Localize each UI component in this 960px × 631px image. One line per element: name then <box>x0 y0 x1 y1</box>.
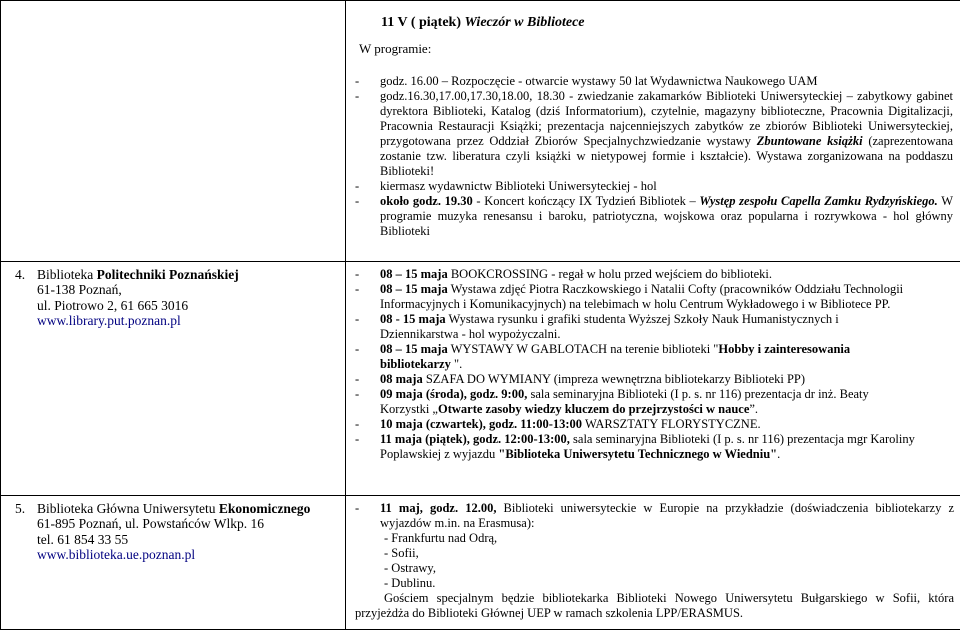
library-name <box>15 501 341 516</box>
table-row-evening <box>1 1 960 262</box>
library-phone: tel. 61 854 33 55 <box>37 531 129 547</box>
event-text: Biblioteki uniwersyteckie w Europie na przykładzie (doświadczenia bibliotekarzy z wyjazdów m.in. na Erasmusa): <box>380 501 954 530</box>
program-item: - kiermasz wydawnictw Biblioteki Uniwersyteckiej - hol <box>355 179 657 193</box>
city-item: - Sofii, <box>384 546 419 560</box>
library-name <box>15 267 341 282</box>
evening-title-name: Wieczór w Bibliotece <box>464 15 585 30</box>
city-item: - Ostrawy, <box>384 561 436 575</box>
event-date: 08 – 15 maja <box>380 342 448 356</box>
library-number: 5. <box>15 501 26 516</box>
city-item: - Dublinu. <box>384 576 436 590</box>
program-item: - około godz. 19.30 - Koncert kończący IX Tydzień Bibliotek – Występ zespołu Capella Zamku Rydzyńskiego. W programie muzyka renesansu i baroku, patriotyczna, wojskowa oraz popularna i rozrywkowa - hol główny Biblioteki <box>355 194 953 238</box>
event-date: 11 maj, godz. 12.00, <box>380 501 497 515</box>
event-date: 08 – 15 maja <box>380 282 448 296</box>
library-number: 4. <box>15 267 26 282</box>
city-item: - Frankfurtu nad Odrą, <box>384 531 498 545</box>
event-text: sala seminaryjna Biblioteki (I p. s. nr 116) prezentacja dr inż. Beaty Korzystki „ <box>380 387 869 416</box>
row1-right-cell <box>346 1 960 262</box>
event-item: - 08 – 15 maja WYSTAWY W GABLOTACH na terenie biblioteki "Hobby i zainteresowania bibliotekarzy ". <box>355 342 851 371</box>
program-item-text: W programie muzyka renesansu i baroku, patriotyczna, wojskowa oraz popularna i rozrywkowa - hol główny Biblioteki <box>380 194 953 238</box>
event-text: ". <box>450 357 463 371</box>
guest-note: Gościem specjalnym będzie bibliotekarka Biblioteki Nowego Uniwersytetu Bułgarskiego w Sofii, która przyjeżdża do Biblioteki Głównej UEP w ramach szkolenia LPP/ERASMUS. <box>355 591 954 620</box>
event-date: 11 maja (piątek), godz. 12:00-13:00, <box>380 432 570 446</box>
program-item: - godz.16.30,17.00,17.30,18.00, 18.30 - zwiedzanie zakamarków Biblioteki Uniwersyteckiej – zabytkowy gabinet dyrektora Biblioteki, Katalog (dziś Informatorium), czytelnie, magazyny biblioteczne, Pracownia Digitalizacji, Pracownia Restauracji Książki; prezentacja najcenniejszych zabytków ze zbiorów Biblioteki Uniwersyteckiej, przygotowana przez Oddział Zbiorów Specjalnychzwiedzanie wystawy Zbuntowane książki (zaprezentowana zostanie tzw. liberatura czyli książki w nietypowej formie i kształcie). Wystawa zorganizowana na poddaszu Biblioteki! <box>355 89 953 178</box>
event-item: - 10 maja (czwartek), godz. 11:00-13:00 WARSZTATY FLORYSTYCZNE. <box>355 417 761 431</box>
event-item: - 08 – 15 maja BOOKCROSSING - regał w holu przed wejściem do biblioteki. <box>355 267 772 281</box>
event-text: BOOKCROSSING - regał w holu przed wejściem do biblioteki. <box>447 267 772 281</box>
program-item-text: godz. 16.00 – Rozpoczęcie - otwarcie wystawy 50 lat Wydawnictwa Naukowego UAM <box>380 74 818 88</box>
event-date: 08 - 15 maja <box>380 312 446 326</box>
row3-right-cell <box>346 496 960 630</box>
library-website-link[interactable]: www.library.put.poznan.pl <box>37 312 181 328</box>
event-text: Wystawa zdjęć Piotra Raczkowskiego i Natalii Cofty (pracowników Oddziału Technologii Informacyjnych i Komunikacyjnych) na telebimach w holu Centrum Wykładowego i w Bibliotece PP. <box>380 282 904 311</box>
event-item: - 11 maj, godz. 12.00, Biblioteki uniwersyteckie w Europie na przykładzie (doświadczenia bibliotekarzy z wyjazdów m.in. na Erasmusa): <box>355 501 954 530</box>
program-label: W programie: <box>359 41 432 56</box>
library-website-link[interactable]: www.biblioteka.ue.poznan.pl <box>37 546 196 562</box>
program-item-hours: około godz. 19.30 <box>380 194 473 208</box>
evening-title <box>381 15 953 30</box>
event-date: 10 maja (czwartek), godz. 11:00-13:00 <box>380 417 583 431</box>
event-text: . <box>777 447 781 461</box>
event-text: SZAFA DO WYMIANY (impreza wewnętrzna bibliotekarzy Biblioteki PP) <box>422 372 806 386</box>
library-name-a: Biblioteka Główna Uniwersytetu <box>37 501 216 516</box>
program-item-text: - Koncert kończący IX Tydzień Bibliotek – <box>472 194 700 208</box>
library-postal: 61-138 Poznań, <box>37 282 122 298</box>
concert-name: Występ zespołu Capella Zamku Rydzyńskiego. <box>699 194 938 208</box>
program-item-text: (zaprezentowana zostanie tzw. liberatura czyli książki w nietypowej formie i kształcie). Wystawa zorganizowana na poddaszu Biblioteki! <box>380 134 953 178</box>
event-date: 08 – 15 maja <box>380 267 448 281</box>
event-date: 09 maja (środa), godz. 9:00, <box>380 387 528 401</box>
event-text: ”. <box>749 402 759 416</box>
event-item: - 09 maja (środa), godz. 9:00, sala seminaryjna Biblioteki (I p. s. nr 116) prezentacja dr inż. Beaty Korzystki „Otwarte zasoby wiedzy kluczem do przejrzystości w nauce”. <box>355 387 869 416</box>
event-date: 08 maja <box>380 372 423 386</box>
event-highlight: Otwarte zasoby wiedzy kluczem do przejrzystości w nauce <box>437 402 750 416</box>
table-row-ue <box>1 496 960 630</box>
program-item-hours: godz.16.30,17.00,17.30,18.00, 18.30 <box>380 89 565 103</box>
event-item: - 08 - 15 maja Wystawa rysunku i grafiki studenta Wyższej Szkoły Nauk Humanistycznych i Dziennikarstwa - hol wypożyczalni. <box>355 312 839 341</box>
event-text: WARSZTATY FLORYSTYCZNE. <box>582 417 761 431</box>
program-item: - godz. 16.00 – Rozpoczęcie - otwarcie wystawy 50 lat Wydawnictwa Naukowego UAM <box>355 74 818 88</box>
event-item: - 08 maja SZAFA DO WYMIANY (impreza wewnętrzna bibliotekarzy Biblioteki PP) <box>355 372 806 386</box>
event-text: Wystawa rysunku i grafiki studenta Wyższej Szkoły Nauk Humanistycznych i Dziennikarstwa - hol wypożyczalni. <box>380 312 839 341</box>
exhibition-name: Zbuntowane książki <box>756 134 863 148</box>
row2-right-cell <box>346 262 960 496</box>
library-street: ul. Piotrowo 2, 61 665 3016 <box>37 297 189 313</box>
library-name-b: Politechniki Poznańskiej <box>96 267 239 282</box>
row3-left-cell <box>1 496 346 630</box>
event-item: - 11 maja (piątek), godz. 12:00-13:00, sala seminaryjna Biblioteki (I p. s. nr 116) prezentacja mgr Karoliny Poplawskiej z wyjazdu "Biblioteka Uniwersytetu Technicznego w Wiedniu". <box>355 432 915 461</box>
event-highlight: "Biblioteka Uniwersytetu Technicznego w Wiedniu" <box>498 447 778 461</box>
library-postal: 61-895 Poznań, ul. Powstańców Wlkp. 16 <box>37 516 264 532</box>
row1-left-cell <box>1 1 346 262</box>
library-name-b: Ekonomicznego <box>218 501 311 516</box>
event-item: - 08 – 15 maja Wystawa zdjęć Piotra Raczkowskiego i Natalii Cofty (pracowników Oddziału Technologii Informacyjnych i Komunikacyjnych) na telebimach w holu Centrum Wykładowego i w Bibliotece PP. <box>355 282 904 311</box>
table-row-politechnika <box>1 262 960 496</box>
evening-title-date: 11 V ( piątek) <box>381 15 461 30</box>
event-text: WYSTAWY W GABLOTACH na terenie biblioteki " <box>447 342 719 356</box>
library-name-a: Biblioteka <box>37 267 94 282</box>
event-text: sala seminaryjna Biblioteki (I p. s. nr 116) prezentacja mgr Karoliny Poplawskiej z wyjazdu <box>380 432 915 461</box>
program-item-text: kiermasz wydawnictw Biblioteki Uniwersyteckiej - hol <box>380 179 657 193</box>
event-highlight: Hobby i zainteresowania bibliotekarzy <box>380 342 851 371</box>
row2-left-cell <box>1 262 346 496</box>
program-item-text: - zwiedzanie zakamarków Biblioteki Uniwersyteckiej – zabytkowy gabinet dyrektora Biblioteki, Katalog (dziś Informatorium), czytelnie, magazyny biblioteczne, Pracownia Digitalizacji, Pracownia Restauracji Książki; prezentacja najcenniejszych zabytków ze zbiorów Biblioteki Uniwersyteckiej, przygotowana przez Oddział Zbiorów Specjalnychzwiedzanie wystawy <box>380 89 953 148</box>
